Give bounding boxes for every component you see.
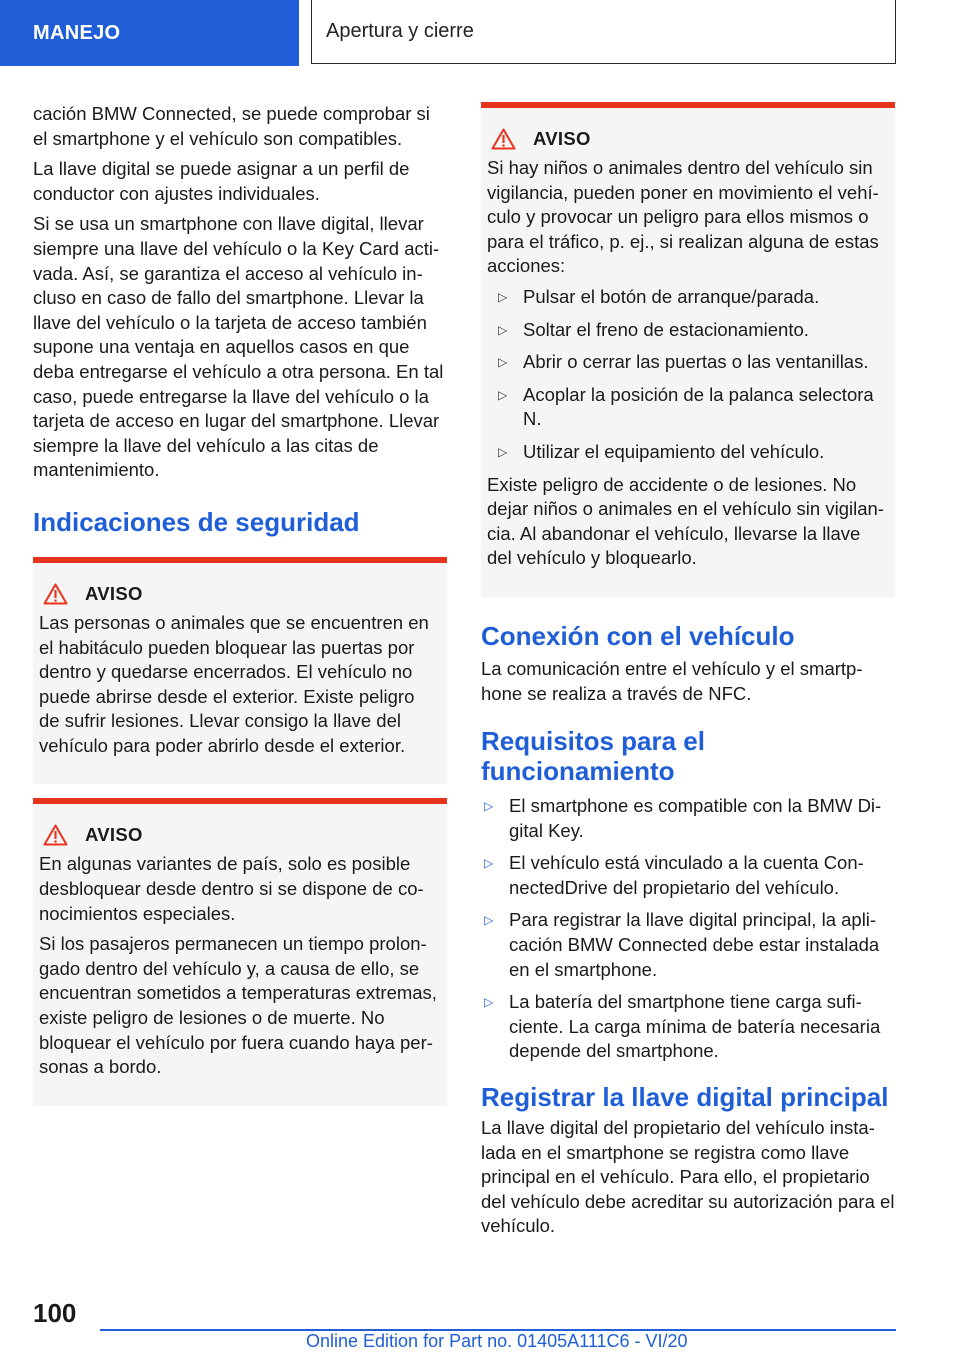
header-section-label: MANEJO xyxy=(0,0,299,66)
page-title: Apertura y cierre xyxy=(311,0,896,64)
list-item: ▷ Abrir o cerrar las puertas o las ventanillas. xyxy=(487,350,888,375)
footer-edition: Online Edition for Part no. 01405A111C6 - VI/20 xyxy=(306,1331,688,1351)
warning-text: Las personas o animales que se encuentren en el habitáculo pueden bloquear las puertas por dentro y quedarse encerrados. El vehículo no puede abrirse desde el exterior. Existe peligro de sufrir lesiones. Llevar consigo la llave del vehículo para poder abrirlo desde el exterior. xyxy=(39,611,429,756)
warning-title: AVISO xyxy=(85,582,143,604)
safety-heading: Indicaciones de seguridad xyxy=(33,506,360,537)
triangle-bullet-icon: ▷ xyxy=(498,289,508,304)
paragraph: La comunicación entre el vehículo y el smartphone se realiza a través de NFC. xyxy=(481,657,863,704)
warning-box xyxy=(33,557,447,785)
triangle-bullet-icon: ▷ xyxy=(484,856,494,871)
register-heading: Registrar la llave digital principal xyxy=(481,1082,889,1113)
warning-triangle-icon xyxy=(43,583,68,605)
triangle-bullet-icon: ▷ xyxy=(498,444,508,459)
paragraph: La llave digital del propietario del vehículo instalada en el smartphone se registra como llave principal en el vehículo. Para ello, el propietario del vehículo debe acreditar su autorización para el vehículo. xyxy=(481,1117,895,1237)
triangle-bullet-icon: ▷ xyxy=(498,355,508,370)
triangle-bullet-icon: ▷ xyxy=(484,913,494,928)
page-number: 100 xyxy=(33,1298,77,1328)
list-item: ▷ Para registrar la llave digital principal, la aplicación BMW Connected debe estar instalada en el smartphone. xyxy=(484,909,880,980)
warning-triangle-icon xyxy=(43,824,68,846)
right-column xyxy=(481,102,895,1245)
warning-title: AVISO xyxy=(85,824,143,846)
list-item: ▷ Utilizar el equipamiento del vehículo. xyxy=(487,440,888,465)
list-item: ▷ Soltar el freno de estacionamiento. xyxy=(487,318,888,343)
warning-title: AVISO xyxy=(533,128,591,149)
warning-text: Si los pasajeros permanecen un tiempo prolongado dentro del vehículo y, a causa de ello, se encuentran sometidos a temperaturas extremas, existe peligro de lesiones o de muerte. No bloquear el vehículo por fuera cuando haya personas a bordo. xyxy=(39,933,437,1078)
triangle-bullet-icon: ▷ xyxy=(484,799,494,814)
paragraph: Si se usa un smartphone con llave digital, llevar siempre una llave del vehículo o la Key Card activada. Así, se garantiza el acceso al vehículo incluso en caso de fallo del smartphone. Llevar la llave del vehículo o la tarjeta de acceso también supone una ventaja en aquellos casos en que deba entregarse el vehículo a otra persona. En tal caso, puede entregarse la llave del vehículo o la tarjeta de acceso en lugar del smartphone. Llevar siempre la llave del vehículo a las citas de mantenimiento. xyxy=(33,213,444,481)
warning-text: En algunas variantes de país, solo es posible desbloquear desde dentro si se dispone de conocimientos especiales. xyxy=(39,853,424,924)
list-item: ▷ El smartphone es compatible con la BMW Digital Key. xyxy=(484,795,882,841)
warning-triangle-icon xyxy=(491,128,516,150)
left-column xyxy=(33,102,447,1106)
paragraph: cación BMW Connected, se puede comprobar si el smartphone y el vehículo son compatibles. xyxy=(33,103,430,149)
triangle-bullet-icon: ▷ xyxy=(498,322,508,337)
warning-text: Existe peligro de accidente o de lesiones. No dejar niños o animales en el vehículo sin vigilancia. Al abandonar el vehículo, llevarse la llave del vehículo y bloquearlo. xyxy=(487,473,884,569)
paragraph: La llave digital se puede asignar a un perfil de conductor con ajustes individuales. xyxy=(33,158,410,204)
triangle-bullet-icon: ▷ xyxy=(498,387,508,402)
warning-box xyxy=(33,798,447,1105)
connection-heading: Conexión con el vehículo xyxy=(481,620,795,651)
list-item: ▷ Acoplar la posición de la palanca selectora N. xyxy=(498,383,874,430)
list-item: ▷ La batería del smartphone tiene carga suficiente. La carga mínima de batería necesaria depende del smartphone. xyxy=(484,991,881,1062)
triangle-bullet-icon: ▷ xyxy=(484,995,494,1010)
warning-text: Si hay niños o animales dentro del vehículo sin vigilancia, pueden poner en movimiento el vehículo y provocar un peligro para ellos mismos o para el tráfico, p. ej., si realizan alguna de estas acciones: xyxy=(487,157,879,277)
warning-box xyxy=(481,102,895,597)
warning-action-list xyxy=(487,285,888,465)
requirements-heading: Requisitos para el funcionamiento xyxy=(481,726,705,787)
list-item: ▷ Pulsar el botón de arranque/parada. xyxy=(487,285,888,310)
list-item: ▷ El vehículo está vinculado a la cuenta ConnectedDrive del propietario del vehículo. xyxy=(484,852,864,898)
requirements-list xyxy=(481,794,895,1064)
